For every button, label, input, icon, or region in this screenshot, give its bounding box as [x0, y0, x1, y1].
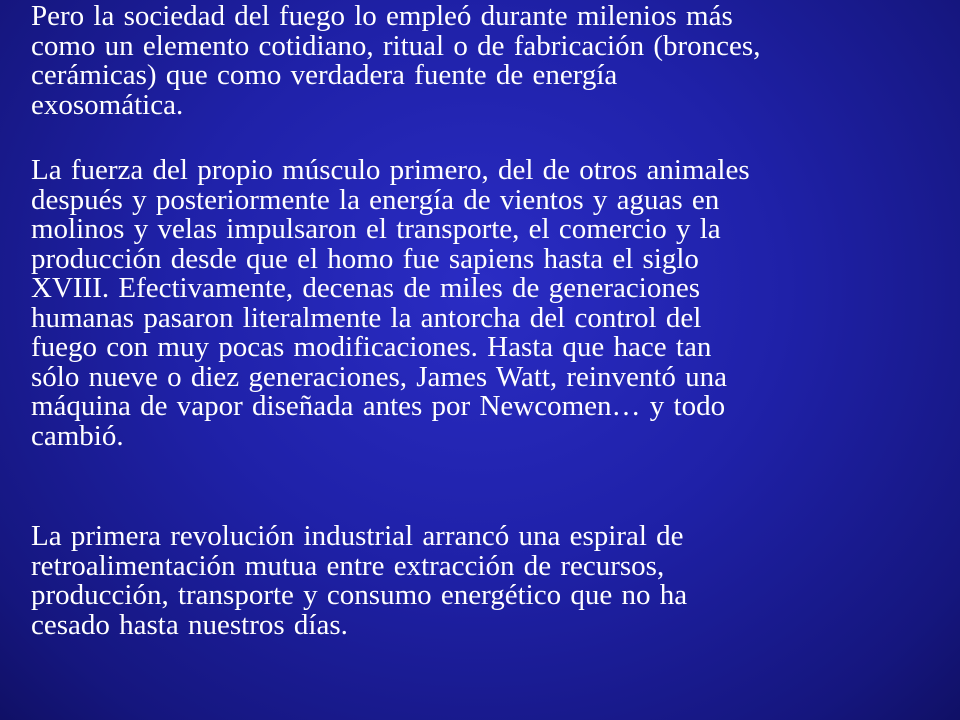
paragraph-2-line-6: humanas pasaron literalmente la antorcha del control del	[31, 301, 702, 334]
paragraph-3-line-3: producción, transporte y consumo energético que no ha	[31, 579, 688, 611]
paragraph-2-line-3: molinos y velas impulsaron el transporte, el comercio y la	[31, 213, 721, 245]
slide-body	[31, 0, 946, 710]
paragraph-2-line-8: sólo nueve o diez generaciones, James Watt, reinventó una	[31, 360, 728, 393]
paragraph-2-line-10: cambió.	[31, 419, 124, 452]
paragraph-1	[31, 2, 760, 120]
paragraph-1-line-4: exosomática.	[31, 88, 184, 121]
paragraph-3-line-1: La primera revolución industrial arrancó una espiral de	[31, 520, 684, 552]
paragraph-2	[31, 156, 750, 451]
paragraph-1-line-1: Pero la sociedad del fuego lo empleó durante milenios más	[31, 0, 733, 32]
paragraph-2-line-9: máquina de vapor diseñada antes por Newcomen… y todo	[31, 390, 726, 422]
paragraph-2-line-2: después y posteriormente la energía de vientos y aguas en	[31, 183, 720, 216]
paragraph-3	[31, 522, 687, 640]
paragraph-2-line-4: producción desde que el homo fue sapiens hasta el siglo	[31, 242, 699, 275]
paragraph-1-line-3: cerámicas) que como verdadera fuente de energía	[31, 59, 618, 91]
paragraph-1-line-2: como un elemento cotidiano, ritual o de fabricación (bronces,	[31, 29, 761, 62]
paragraph-3-line-4: cesado hasta nuestros días.	[31, 608, 348, 641]
paragraph-2-line-1: La fuerza del propio músculo primero, del de otros animales	[31, 154, 750, 186]
paragraph-3-line-2: retroalimentación mutua entre extracción de recursos,	[31, 549, 665, 582]
paragraph-2-line-5: XVIII. Efectivamente, decenas de miles de generaciones	[31, 272, 701, 304]
paragraph-2-line-7: fuego con muy pocas modificaciones. Hasta que hace tan	[31, 331, 712, 363]
